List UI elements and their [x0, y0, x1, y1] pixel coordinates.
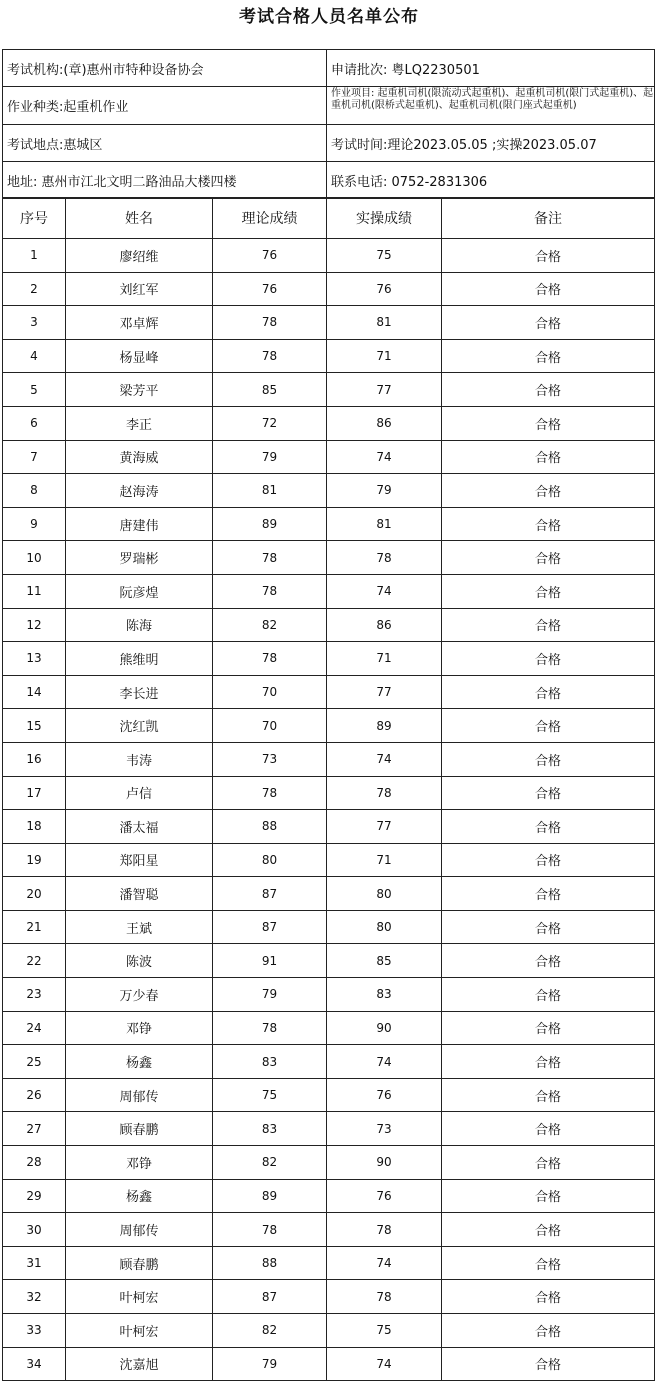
table-row [3, 272, 655, 306]
person-name: 廖绍维 [66, 239, 213, 273]
practice-score: 74 [327, 1045, 442, 1079]
theory-score: 82 [213, 1146, 327, 1180]
person-name: 杨鑫 [66, 1179, 213, 1213]
table-row [3, 1146, 655, 1180]
work-category: 作业种类:起重机作业 [3, 87, 327, 125]
exam-info-table [2, 49, 655, 199]
practice-score: 71 [327, 843, 442, 877]
theory-score: 78 [213, 306, 327, 340]
results-table [2, 197, 655, 1381]
practice-score: 90 [327, 1011, 442, 1045]
theory-score: 78 [213, 541, 327, 575]
theory-score: 79 [213, 978, 327, 1012]
person-name: 赵海涛 [66, 474, 213, 508]
theory-score: 78 [213, 574, 327, 608]
practice-score: 76 [327, 1078, 442, 1112]
row-number: 23 [3, 978, 66, 1012]
theory-score: 76 [213, 272, 327, 306]
theory-score: 83 [213, 1112, 327, 1146]
row-number: 28 [3, 1146, 66, 1180]
row-number: 3 [3, 306, 66, 340]
person-name: 韦涛 [66, 742, 213, 776]
person-name: 叶柯宏 [66, 1280, 213, 1314]
result-note: 合格 [442, 541, 655, 575]
result-note: 合格 [442, 1179, 655, 1213]
result-note: 合格 [442, 843, 655, 877]
exam-org: 考试机构:(章)惠州市特种设备协会 [3, 50, 327, 87]
table-row [3, 843, 655, 877]
result-note: 合格 [442, 1213, 655, 1247]
table-row [3, 507, 655, 541]
practice-score: 80 [327, 877, 442, 911]
row-number: 31 [3, 1246, 66, 1280]
row-number: 14 [3, 675, 66, 709]
table-row [3, 944, 655, 978]
row-number: 29 [3, 1179, 66, 1213]
theory-score: 79 [213, 440, 327, 474]
practice-score: 71 [327, 339, 442, 373]
table-row [3, 642, 655, 676]
row-number: 27 [3, 1112, 66, 1146]
result-note: 合格 [442, 1045, 655, 1079]
col-header-name: 姓名 [66, 198, 213, 239]
person-name: 刘红军 [66, 272, 213, 306]
row-number: 12 [3, 608, 66, 642]
person-name: 邓铮 [66, 1011, 213, 1045]
theory-score: 80 [213, 843, 327, 877]
theory-score: 82 [213, 608, 327, 642]
result-note: 合格 [442, 642, 655, 676]
row-number: 9 [3, 507, 66, 541]
theory-score: 78 [213, 1213, 327, 1247]
theory-score: 87 [213, 1280, 327, 1314]
table-row [3, 1314, 655, 1348]
row-number: 1 [3, 239, 66, 273]
person-name: 周郁传 [66, 1213, 213, 1247]
person-name: 沈嘉旭 [66, 1347, 213, 1381]
practice-score: 78 [327, 541, 442, 575]
row-number: 7 [3, 440, 66, 474]
practice-score: 86 [327, 608, 442, 642]
practice-score: 74 [327, 440, 442, 474]
col-header-theory: 理论成绩 [213, 198, 327, 239]
practice-score: 78 [327, 1213, 442, 1247]
table-row [3, 877, 655, 911]
person-name: 熊维明 [66, 642, 213, 676]
result-note: 合格 [442, 574, 655, 608]
row-number: 25 [3, 1045, 66, 1079]
practice-score: 81 [327, 507, 442, 541]
header-row [3, 198, 655, 239]
result-note: 合格 [442, 675, 655, 709]
theory-score: 78 [213, 1011, 327, 1045]
row-number: 24 [3, 1011, 66, 1045]
person-name: 李正 [66, 406, 213, 440]
result-note: 合格 [442, 1314, 655, 1348]
row-number: 8 [3, 474, 66, 508]
result-note: 合格 [442, 608, 655, 642]
person-name: 李长进 [66, 675, 213, 709]
practice-score: 83 [327, 978, 442, 1012]
info-row [3, 125, 655, 162]
page-title: 考试合格人员名单公布 [239, 7, 419, 27]
work-items: 作业项目: 起重机司机(限流动式起重机)、起重机司机(限门式起重机)、起重机司机(限桥式起重机)、起重机司机(限门座式起重机) [327, 87, 655, 125]
person-name: 潘智聪 [66, 877, 213, 911]
person-name: 杨鑫 [66, 1045, 213, 1079]
result-note: 合格 [442, 1347, 655, 1381]
table-row [3, 608, 655, 642]
table-row [3, 675, 655, 709]
col-header-note: 备注 [442, 198, 655, 239]
table-row [3, 541, 655, 575]
theory-score: 78 [213, 642, 327, 676]
practice-score: 71 [327, 642, 442, 676]
person-name: 卢信 [66, 776, 213, 810]
result-note: 合格 [442, 810, 655, 844]
person-name: 顾春鹏 [66, 1246, 213, 1280]
row-number: 17 [3, 776, 66, 810]
result-note: 合格 [442, 776, 655, 810]
practice-score: 73 [327, 1112, 442, 1146]
practice-score: 80 [327, 910, 442, 944]
theory-score: 70 [213, 675, 327, 709]
theory-score: 79 [213, 1347, 327, 1381]
result-note: 合格 [442, 306, 655, 340]
theory-score: 75 [213, 1078, 327, 1112]
person-name: 罗瑞彬 [66, 541, 213, 575]
table-row [3, 1011, 655, 1045]
table-row [3, 1078, 655, 1112]
result-note: 合格 [442, 373, 655, 407]
theory-score: 82 [213, 1314, 327, 1348]
person-name: 陈海 [66, 608, 213, 642]
row-number: 34 [3, 1347, 66, 1381]
practice-score: 74 [327, 1347, 442, 1381]
practice-score: 74 [327, 1246, 442, 1280]
table-row [3, 910, 655, 944]
person-name: 邓铮 [66, 1146, 213, 1180]
person-name: 阮彦煌 [66, 574, 213, 608]
result-note: 合格 [442, 474, 655, 508]
row-number: 5 [3, 373, 66, 407]
practice-score: 81 [327, 306, 442, 340]
result-note: 合格 [442, 239, 655, 273]
application-batch: 申请批次: 粤LQ2230501 [327, 50, 655, 87]
result-note: 合格 [442, 1078, 655, 1112]
result-note: 合格 [442, 1246, 655, 1280]
row-number: 32 [3, 1280, 66, 1314]
result-note: 合格 [442, 1011, 655, 1045]
contact-phone: 联系电话: 0752-2831306 [327, 162, 655, 199]
info-row [3, 87, 655, 125]
result-note: 合格 [442, 272, 655, 306]
result-note: 合格 [442, 978, 655, 1012]
row-number: 13 [3, 642, 66, 676]
theory-score: 91 [213, 944, 327, 978]
info-row [3, 162, 655, 199]
table-row [3, 239, 655, 273]
table-row [3, 1112, 655, 1146]
person-name: 唐建伟 [66, 507, 213, 541]
row-number: 6 [3, 406, 66, 440]
result-note: 合格 [442, 440, 655, 474]
row-number: 2 [3, 272, 66, 306]
result-note: 合格 [442, 1112, 655, 1146]
practice-score: 76 [327, 272, 442, 306]
row-number: 11 [3, 574, 66, 608]
theory-score: 85 [213, 373, 327, 407]
practice-score: 79 [327, 474, 442, 508]
person-name: 邓卓辉 [66, 306, 213, 340]
practice-score: 77 [327, 810, 442, 844]
row-number: 18 [3, 810, 66, 844]
theory-score: 87 [213, 877, 327, 911]
result-note: 合格 [442, 910, 655, 944]
result-note: 合格 [442, 944, 655, 978]
person-name: 顾春鹏 [66, 1112, 213, 1146]
row-number: 15 [3, 709, 66, 743]
table-row [3, 474, 655, 508]
row-number: 21 [3, 910, 66, 944]
theory-score: 78 [213, 339, 327, 373]
row-number: 26 [3, 1078, 66, 1112]
table-row [3, 373, 655, 407]
table-row [3, 574, 655, 608]
result-note: 合格 [442, 1146, 655, 1180]
col-header-no: 序号 [3, 198, 66, 239]
table-row [3, 1179, 655, 1213]
practice-score: 77 [327, 675, 442, 709]
table-row [3, 1045, 655, 1079]
theory-score: 83 [213, 1045, 327, 1079]
info-row [3, 50, 655, 87]
table-row [3, 776, 655, 810]
result-note: 合格 [442, 339, 655, 373]
practice-score: 74 [327, 574, 442, 608]
table-row [3, 406, 655, 440]
row-number: 20 [3, 877, 66, 911]
address: 地址: 惠州市江北文明二路油品大楼四楼 [3, 162, 327, 199]
table-row [3, 440, 655, 474]
person-name: 潘太福 [66, 810, 213, 844]
result-note: 合格 [442, 1280, 655, 1314]
theory-score: 89 [213, 1179, 327, 1213]
theory-score: 88 [213, 1246, 327, 1280]
theory-score: 78 [213, 776, 327, 810]
table-row [3, 810, 655, 844]
theory-score: 76 [213, 239, 327, 273]
row-number: 19 [3, 843, 66, 877]
row-number: 22 [3, 944, 66, 978]
practice-score: 89 [327, 709, 442, 743]
theory-score: 89 [213, 507, 327, 541]
result-note: 合格 [442, 507, 655, 541]
person-name: 郑阳星 [66, 843, 213, 877]
theory-score: 81 [213, 474, 327, 508]
practice-score: 76 [327, 1179, 442, 1213]
exam-location: 考试地点:惠城区 [3, 125, 327, 162]
practice-score: 90 [327, 1146, 442, 1180]
row-number: 4 [3, 339, 66, 373]
practice-score: 75 [327, 1314, 442, 1348]
practice-score: 77 [327, 373, 442, 407]
row-number: 10 [3, 541, 66, 575]
practice-score: 75 [327, 239, 442, 273]
theory-score: 73 [213, 742, 327, 776]
row-number: 33 [3, 1314, 66, 1348]
person-name: 沈红凯 [66, 709, 213, 743]
theory-score: 70 [213, 709, 327, 743]
table-row [3, 1280, 655, 1314]
result-note: 合格 [442, 742, 655, 776]
row-number: 16 [3, 742, 66, 776]
practice-score: 78 [327, 776, 442, 810]
person-name: 陈波 [66, 944, 213, 978]
table-row [3, 709, 655, 743]
result-note: 合格 [442, 406, 655, 440]
table-row [3, 1246, 655, 1280]
table-row [3, 978, 655, 1012]
person-name: 万少春 [66, 978, 213, 1012]
practice-score: 86 [327, 406, 442, 440]
person-name: 黄海威 [66, 440, 213, 474]
theory-score: 88 [213, 810, 327, 844]
table-row [3, 339, 655, 373]
row-number: 30 [3, 1213, 66, 1247]
result-note: 合格 [442, 877, 655, 911]
person-name: 梁芳平 [66, 373, 213, 407]
table-row [3, 1213, 655, 1247]
table-row [3, 1347, 655, 1381]
table-row [3, 306, 655, 340]
practice-score: 85 [327, 944, 442, 978]
result-note: 合格 [442, 709, 655, 743]
theory-score: 87 [213, 910, 327, 944]
person-name: 杨显峰 [66, 339, 213, 373]
exam-time: 考试时间:理论2023.05.05 ;实操2023.05.07 [327, 125, 655, 162]
person-name: 周郁传 [66, 1078, 213, 1112]
practice-score: 74 [327, 742, 442, 776]
person-name: 叶柯宏 [66, 1314, 213, 1348]
col-header-practice: 实操成绩 [327, 198, 442, 239]
theory-score: 72 [213, 406, 327, 440]
practice-score: 78 [327, 1280, 442, 1314]
person-name: 王斌 [66, 910, 213, 944]
table-row [3, 742, 655, 776]
